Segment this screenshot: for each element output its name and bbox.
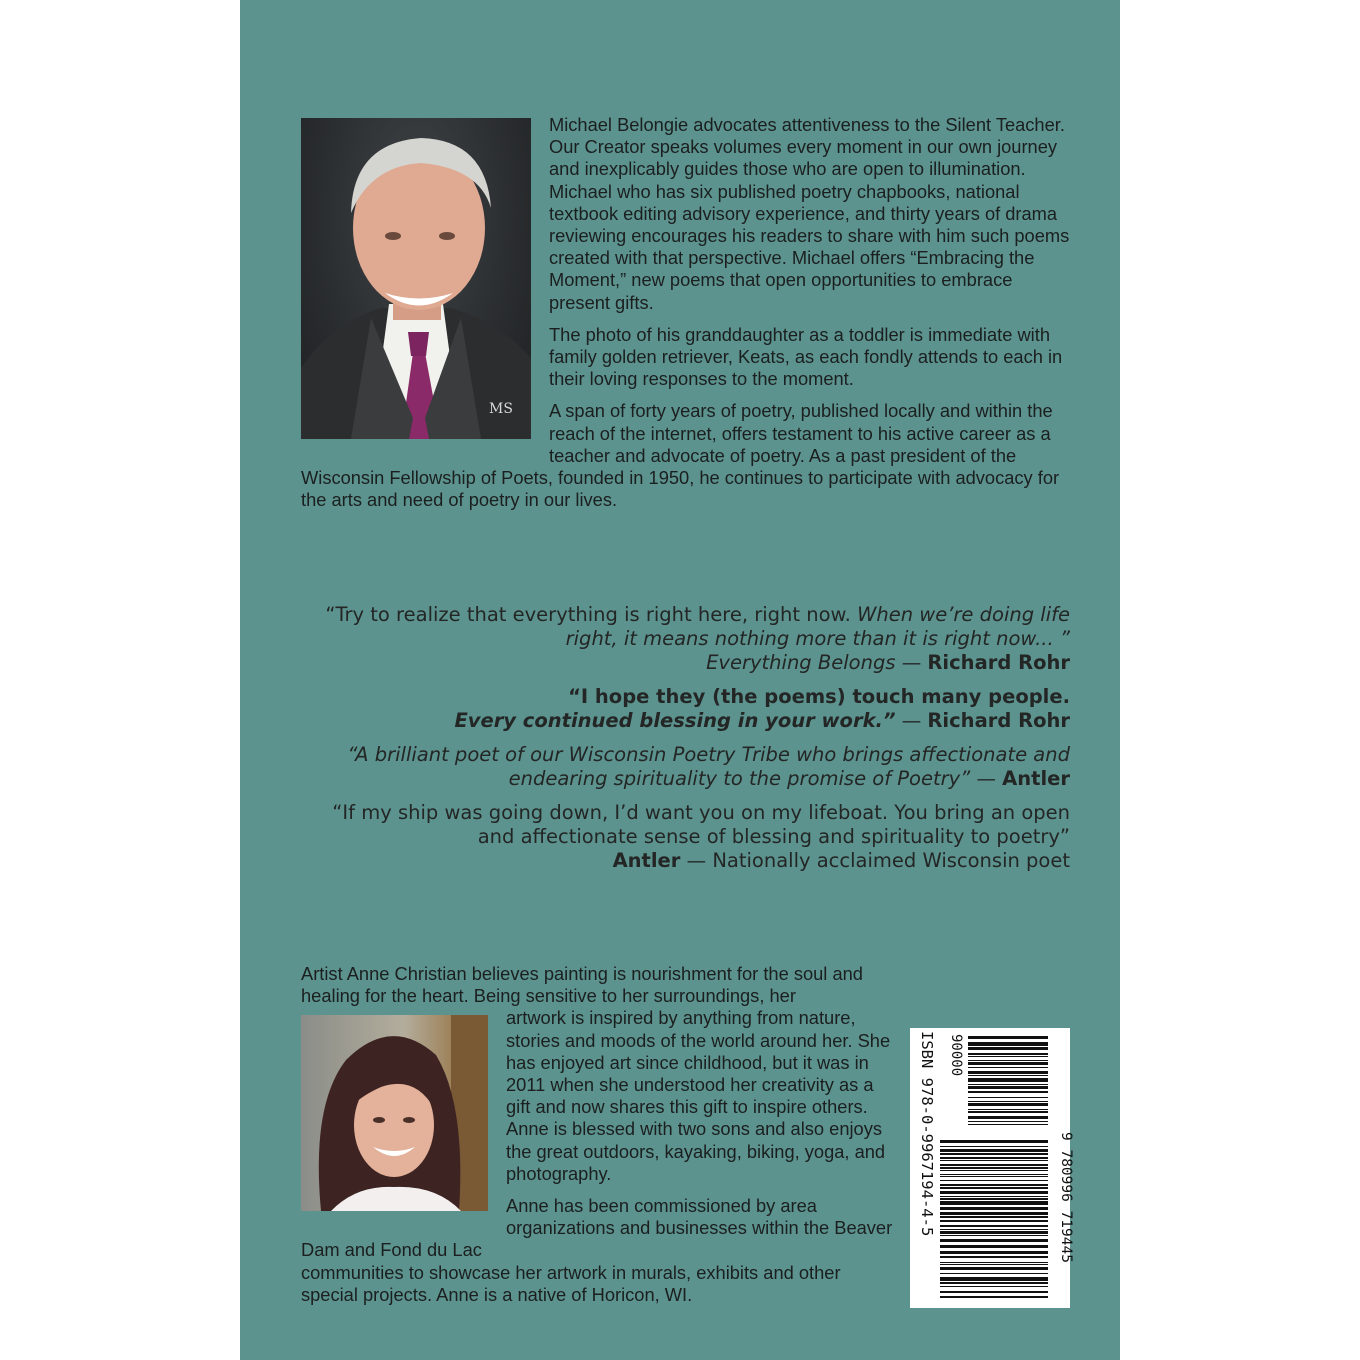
book-back-cover — [240, 0, 1120, 1360]
endorsement-2: “I hope they (the poems) touch many people. Every continued blessing in your work.” — Richard Rohr — [454, 685, 1070, 732]
barcode-bar — [940, 1140, 1048, 1143]
barcode-bar — [968, 1084, 1048, 1085]
barcode-bar — [940, 1212, 1048, 1215]
author-portrait-illustration — [301, 118, 531, 439]
barcode-bar — [940, 1160, 1048, 1161]
endorsement-author: Richard Rohr — [927, 709, 1070, 732]
endorsement-author: Antler — [1002, 767, 1070, 790]
barcode-bar — [940, 1229, 1048, 1230]
endorsements — [290, 603, 1070, 883]
author-photo — [301, 118, 531, 439]
barcode-bar — [940, 1262, 1048, 1263]
addon-bars — [968, 1036, 1048, 1125]
barcode-bar — [940, 1286, 1048, 1287]
barcode-bar — [940, 1170, 1048, 1171]
barcode-bar — [940, 1184, 1048, 1186]
barcode-bar — [940, 1207, 1048, 1210]
barcode-bar — [940, 1256, 1048, 1258]
barcode-bar — [968, 1062, 1048, 1065]
barcode-bar — [940, 1296, 1048, 1298]
barcode-bar — [968, 1078, 1048, 1082]
artist-bio — [301, 963, 901, 1316]
barcode-bar — [940, 1239, 1048, 1242]
barcode-graphic — [910, 1028, 1074, 1308]
artist-bio-paragraph-2-indented: Anne has been commissioned by area organizations and businesses within the Beaver Dam and Fond du Lac — [301, 1195, 893, 1261]
endorsement-source-title: Everything Belongs — [706, 651, 896, 674]
barcode-bar — [940, 1149, 1048, 1152]
endorsement-author-description: Nationally acclaimed Wisconsin poet — [712, 849, 1070, 872]
author-bio — [301, 114, 1071, 521]
barcode-bar — [940, 1225, 1048, 1227]
endorsement-3: “A brilliant poet of our Wisconsin Poetry Tribe who brings affectionate and endearing spirituality to the promise of Poetry” — Antler — [347, 743, 1070, 790]
barcode-bar — [968, 1086, 1048, 1089]
barcode-bar — [940, 1267, 1048, 1270]
barcode-bar — [940, 1231, 1048, 1234]
barcode-bar — [968, 1109, 1048, 1110]
barcode-bar — [968, 1047, 1048, 1050]
endorsement-1: “Try to realize that everything is right here, right now. When we’re doing life right, it means nothing more than it is right now... ” Everything Belongs — Richard Rohr — [325, 603, 1070, 674]
barcode-bar — [940, 1164, 1048, 1166]
barcode-bar — [940, 1264, 1048, 1265]
isbn-text: ISBN 978-0-9967194-4-5 — [918, 1031, 936, 1237]
endorsement-4: “If my ship was going down, I’d want you on my lifeboat. You bring an open and affectionate sense of blessing and spirituality to poetry” Antler — Nationally acclaimed Wisconsin poet — [332, 801, 1070, 872]
author-bio-paragraph-3: A span of forty years of poetry, published locally and within the reach of the internet, offers testament to his active career as a teacher and advocate of poetry. As a past president of the Wisconsin Fellowship of Poets, founded in 1950, he continues to participate with advocacy for the arts and need of poetry in our lives. — [301, 400, 1060, 511]
barcode-bar — [940, 1180, 1048, 1181]
barcode-bar — [940, 1245, 1048, 1248]
barcode-bar — [940, 1157, 1048, 1159]
barcode-bar — [940, 1191, 1048, 1194]
ean-bars — [940, 1140, 1048, 1298]
author-bio-paragraph-2: The photo of his granddaughter as a toddler is immediate with family golden retriever, Keats, as each fondly attends to each in their loving responses to the moment. — [549, 323, 1063, 390]
barcode-bar — [940, 1196, 1048, 1197]
barcode-bar — [968, 1111, 1048, 1113]
barcode-bar — [940, 1167, 1048, 1169]
artist-bio-paragraph-2: communities to showcase her artwork in murals, exhibits and other special projects. Anne is a native of Horicon, WI. — [301, 1261, 841, 1305]
barcode-bar — [940, 1220, 1048, 1222]
artist-bio-paragraph-1: artwork is inspired by anything from nature, stories and moods of the world around her. She has enjoyed art since childhood, but it was in 2011 when she understood her creativity as a gift and now shares this gift to inspire others. Anne is blessed with two sons and also enjoys the great outdoors, kayaking, biking, yoga, and photography. — [506, 1007, 891, 1184]
barcode-bar — [968, 1121, 1048, 1122]
barcode-bar — [940, 1153, 1048, 1155]
barcode-bar — [940, 1251, 1048, 1254]
addon-digits: 90000 — [948, 1034, 964, 1077]
barcode-bar — [968, 1071, 1048, 1074]
barcode-bar — [968, 1060, 1048, 1061]
photo-watermark: MS — [489, 401, 513, 417]
artist-portrait-illustration — [301, 1015, 488, 1211]
barcode-bar — [968, 1101, 1048, 1102]
barcode-bar — [940, 1277, 1048, 1281]
barcode-bar — [968, 1036, 1048, 1039]
barcode-bar — [968, 1097, 1048, 1098]
endorsement-author: Richard Rohr — [927, 651, 1070, 674]
barcode-bar — [968, 1124, 1048, 1125]
barcode-bar — [968, 1053, 1048, 1055]
barcode-bar — [940, 1291, 1048, 1293]
artist-photo — [301, 1015, 488, 1211]
barcode-bar — [968, 1091, 1048, 1093]
artist-bio-intro: Artist Anne Christian believes painting is nourishment for the soul and healing for the heart. Being sensitive to her surroundings, her — [301, 963, 863, 1007]
barcode-bar — [968, 1075, 1048, 1076]
barcode-bar — [968, 1067, 1048, 1068]
ean-digits: 9 780996 719445 — [1058, 1132, 1074, 1263]
barcode-bar — [940, 1146, 1048, 1147]
barcode-bar — [968, 1103, 1048, 1106]
barcode-bar — [940, 1282, 1048, 1284]
barcode-bar — [968, 1056, 1048, 1057]
barcode-bar — [940, 1176, 1048, 1177]
isbn-barcode — [910, 1028, 1074, 1308]
endorsement-author: Antler — [612, 849, 681, 872]
barcode-bar — [940, 1174, 1048, 1175]
barcode-bar — [968, 1116, 1048, 1119]
barcode-bar — [940, 1201, 1048, 1205]
barcode-bar — [968, 1042, 1048, 1046]
barcode-bar — [940, 1235, 1048, 1236]
barcode-bar — [940, 1187, 1048, 1189]
barcode-bar — [940, 1198, 1048, 1200]
author-bio-paragraph-1: Michael Belongie advocates attentiveness to the Silent Teacher. Our Creator speaks volumes every moment in our own journey and inexplicably guides those who are open to illumination. Michael who has six published poetry chapbooks, national textbook editing advisory experience, and thirty years of drama reviewing encourages his readers to share with him such poems created with that perspective. Michael offers “Embracing the Moment,” new poems that open opportunities to embrace present gifts. — [549, 114, 1070, 313]
barcode-bar — [940, 1273, 1048, 1274]
barcode-bar — [940, 1216, 1048, 1218]
